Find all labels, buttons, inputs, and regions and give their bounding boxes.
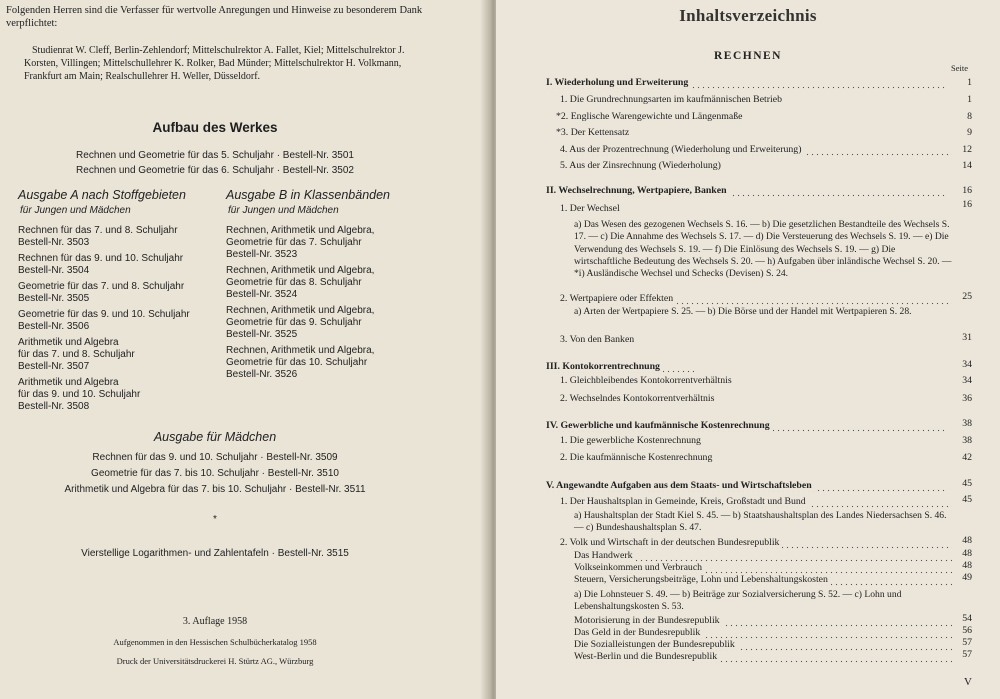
toc-entry: 1. Die Grundrechnungsarten im kaufmännischen Betrieb bbox=[560, 94, 782, 105]
toc-page-number: 16 bbox=[962, 199, 972, 210]
toc-description: a) Die Lohnsteuer S. 49. — b) Beiträge zur Sozialversicherung S. 52. — c) Lohn und Lebenshaltungskosten S. 53. bbox=[574, 589, 902, 613]
volume-item: Rechnen für das 9. und 10. Schuljahr Bestell-Nr. 3504 bbox=[18, 253, 184, 276]
toc-entry: 2. Die kaufmännische Kostenrechnung bbox=[560, 452, 713, 463]
ausgabe-b-heading: Ausgabe B in Klassenbänden bbox=[226, 188, 391, 202]
maedchen-item: Arithmetik und Algebra für das 7. bis 10. Schuljahr · Bestell-Nr. 3511 bbox=[64, 484, 366, 495]
volume-item: Arithmetik und Algebra für das 7. und 8. Schuljahr Bestell-Nr. 3507 bbox=[18, 337, 135, 372]
volume-item: Rechnen, Arithmetik und Algebra, Geometrie für das 9. Schuljahr Bestell-Nr. 3525 bbox=[226, 305, 375, 340]
page-number: V bbox=[964, 676, 972, 688]
toc-page-number: 9 bbox=[967, 127, 972, 138]
toc-entry: 2. Volk und Wirtschaft in der deutschen Bundesrepublik bbox=[560, 537, 952, 549]
ausgabe-a-subheading: für Jungen und Mädchen bbox=[20, 205, 131, 216]
edition-line: 3. Auflage 1958 bbox=[182, 616, 248, 627]
toc-section: I. Wiederholung und Erweiterung bbox=[546, 77, 946, 89]
series-line: Rechnen und Geometrie für das 5. Schuljahr · Bestell-Nr. 3501 bbox=[76, 150, 354, 161]
subject-heading: RECHNEN bbox=[713, 50, 782, 62]
tafeln-line: Vierstellige Logarithmen- und Zahlentafeln · Bestell-Nr. 3515 bbox=[81, 548, 349, 559]
left-page bbox=[0, 0, 488, 699]
volume-item: Geometrie für das 9. und 10. Schuljahr Bestell-Nr. 3506 bbox=[18, 309, 190, 332]
volume-item: Arithmetik und Algebra für das 9. und 10. Schuljahr Bestell-Nr. 3508 bbox=[18, 377, 141, 412]
toc-entry: 2. Wechselndes Kontokorrentverhältnis bbox=[560, 393, 715, 404]
maedchen-heading: Ausgabe für Mädchen bbox=[153, 430, 277, 444]
ausgabe-a-heading: Ausgabe A nach Stoffgebieten bbox=[18, 188, 186, 202]
toc-entry: Das Geld in der Bundesrepublik bbox=[574, 627, 952, 639]
volume-item: Rechnen, Arithmetik und Algebra, Geometrie für das 10. Schuljahr Bestell-Nr. 3526 bbox=[226, 345, 375, 380]
toc-description: a) Haushaltsplan der Stadt Kiel S. 45. — b) Staatshaushaltsplan des Landes Niedersachsen S. 46. — c) Bundeshaushaltsplan S. 47. bbox=[574, 510, 947, 534]
volume-item: Rechnen, Arithmetik und Algebra, Geometrie für das 8. Schuljahr Bestell-Nr. 3524 bbox=[226, 265, 375, 300]
toc-entry: West-Berlin und die Bundesrepublik bbox=[574, 651, 952, 663]
toc-entry: Volkseinkommen und Verbrauch bbox=[574, 562, 952, 574]
toc-page-number: 14 bbox=[962, 160, 972, 171]
volume-item: Geometrie für das 7. und 8. Schuljahr Bestell-Nr. 3505 bbox=[18, 281, 185, 304]
toc-page-number: 1 bbox=[967, 77, 972, 88]
toc-section: II. Wechselrechnung, Wertpapiere, Banken bbox=[546, 185, 946, 197]
toc-page-number: 42 bbox=[962, 452, 972, 463]
toc-page-number: 36 bbox=[962, 393, 972, 404]
toc-page-number: 38 bbox=[962, 435, 972, 446]
toc-entry: Das Handwerk bbox=[574, 550, 952, 562]
toc-description: a) Das Wesen des gezogenen Wechsels S. 16. — b) Die gesetzlichen Bestandteile des Wechsels S. 17. — c) Die Annahme des Wechsels S. 17. — d) Die Versteuerung des Wechsels S. 19. — e) Die Verwendung des Wechsels S. 19. — f) Die Einlösung des Wechsels S. 19. — g) Die wirtschaftliche Bedeutung des Wechsels S. 20. — h) Aufgaben über inländische Wechsel S. 20. — *i) Ausländische Wechsel und Schecks (Devisen) S. 24. bbox=[574, 219, 952, 280]
toc-entry: Die Sozialleistungen der Bundesrepublik bbox=[574, 639, 952, 651]
toc-page-number: 54 bbox=[962, 613, 972, 624]
right-page bbox=[496, 0, 1000, 699]
toc-title: Inhaltsverzeichnis bbox=[679, 6, 817, 25]
series-line: Rechnen und Geometrie für das 6. Schuljahr · Bestell-Nr. 3502 bbox=[76, 165, 354, 176]
toc-page-number: 25 bbox=[962, 291, 972, 302]
toc-description: a) Arten der Wertpapiere S. 25. — b) Die Börse und der Handel mit Wertpapieren S. 28. bbox=[574, 306, 912, 317]
ausgabe-b-subheading: für Jungen und Mädchen bbox=[228, 205, 339, 216]
toc-entry: Steuern, Versicherungsbeiträge, Lohn und Lebenshaltungskosten bbox=[574, 574, 952, 586]
toc-page-number: 34 bbox=[962, 359, 972, 370]
toc-page-number: 8 bbox=[967, 111, 972, 122]
toc-entry: 1. Der Wechsel bbox=[560, 203, 620, 214]
toc-page-number: 12 bbox=[962, 144, 972, 155]
toc-page-number: 48 bbox=[962, 548, 972, 559]
toc-page-number: 34 bbox=[962, 375, 972, 386]
toc-page-number: 48 bbox=[962, 560, 972, 571]
toc-section: III. Kontokorrentrechnung bbox=[546, 361, 696, 373]
toc-section: IV. Gewerbliche und kaufmännische Kostenrechnung bbox=[546, 420, 946, 432]
toc-entry: Motorisierung in der Bundesrepublik bbox=[574, 615, 952, 627]
star-divider: * bbox=[213, 514, 217, 525]
toc-entry: 1. Die gewerbliche Kostenrechnung bbox=[560, 435, 701, 446]
page-column-label: Seite bbox=[951, 63, 968, 73]
aufbau-heading: Aufbau des Werkes bbox=[152, 120, 278, 135]
toc-entry: 1. Gleichbleibendes Kontokorrentverhältnis bbox=[560, 375, 732, 386]
toc-page-number: 48 bbox=[962, 535, 972, 546]
toc-entry: 4. Aus der Prozentrechnung (Wiederholung und Erweiterung) bbox=[560, 144, 952, 156]
toc-page-number: 1 bbox=[967, 94, 972, 105]
volume-item: Rechnen für das 7. und 8. Schuljahr Bestell-Nr. 3503 bbox=[18, 225, 178, 248]
toc-entry: *3. Der Kettensatz bbox=[556, 127, 630, 138]
volume-item: Rechnen, Arithmetik und Algebra, Geometrie für das 7. Schuljahr Bestell-Nr. 3523 bbox=[226, 225, 375, 260]
toc-section: V. Angewandte Aufgaben aus dem Staats- und Wirtschaftsleben bbox=[546, 480, 946, 492]
toc-page-number: 45 bbox=[962, 478, 972, 489]
toc-page-number: 16 bbox=[962, 185, 972, 196]
acknowledgement-text: Folgenden Herren sind die Verfasser für wertvolle Anregungen und Hinweise zu besonderem Dank verpflichtet: bbox=[6, 5, 423, 29]
toc-entry: 1. Der Haushaltsplan in Gemeinde, Kreis, Großstadt und Bund bbox=[560, 496, 952, 508]
toc-page-number: 31 bbox=[962, 332, 972, 343]
maedchen-item: Geometrie für das 7. bis 10. Schuljahr · Bestell-Nr. 3510 bbox=[91, 468, 339, 479]
toc-page-number: 49 bbox=[962, 572, 972, 583]
toc-page-number: 57 bbox=[962, 637, 972, 648]
contributors-list: Studienrat W. Cleff, Berlin-Zehlendorf; Mittelschulrektor A. Fallet, Kiel; Mittelschulrektor J. Korsten, Villingen; Mittelschullehrer K. Rolker, Bad Münder; Mittelschulrektor H. Volkmann, Frankfurt am Main; Realschullehrer H. Weller, Düsseldorf. bbox=[24, 45, 405, 82]
toc-entry: 2. Wertpapiere oder Effekten bbox=[560, 293, 952, 305]
catalog-line: Aufgenommen in den Hessischen Schulbücherkatalog 1958 bbox=[113, 637, 317, 647]
toc-page-number: 57 bbox=[962, 649, 972, 660]
toc-entry: 3. Von den Banken bbox=[560, 334, 635, 345]
toc-page-number: 45 bbox=[962, 494, 972, 505]
toc-entry: 5. Aus der Zinsrechnung (Wiederholung) bbox=[560, 160, 721, 171]
toc-page-number: 56 bbox=[962, 625, 972, 636]
toc-entry: *2. Englische Warengewichte und Längenmaße bbox=[556, 111, 743, 122]
toc-page-number: 38 bbox=[962, 418, 972, 429]
printer-line: Druck der Universitätsdruckerei H. Stürtz AG., Würzburg bbox=[116, 656, 314, 666]
maedchen-item: Rechnen für das 9. und 10. Schuljahr · Bestell-Nr. 3509 bbox=[92, 452, 338, 463]
